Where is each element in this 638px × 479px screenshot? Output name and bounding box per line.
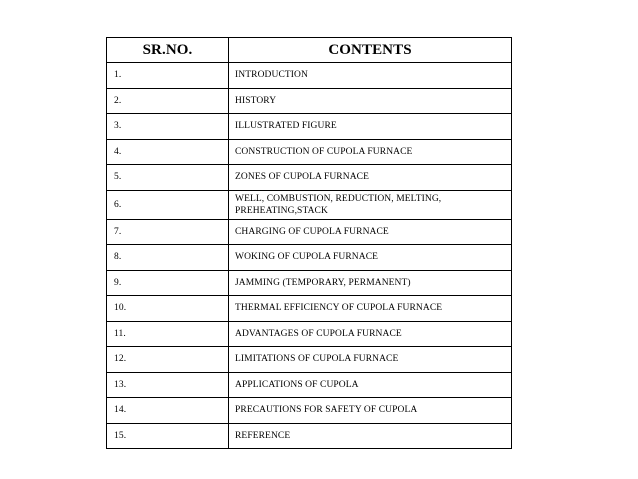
- row-title: THERMAL EFFICIENCY OF CUPOLA FURNACE: [229, 296, 512, 322]
- row-title: JAMMING (TEMPORARY, PERMANENT): [229, 270, 512, 296]
- srno-header: SR.NO.: [107, 38, 229, 63]
- table-row: [107, 88, 512, 114]
- table-row: [107, 423, 512, 449]
- table-row: [107, 321, 512, 347]
- contents-table: [106, 37, 512, 449]
- table-row: [107, 245, 512, 271]
- table-row: [107, 190, 512, 219]
- table-row: [107, 347, 512, 373]
- row-title: HISTORY: [229, 88, 512, 114]
- row-number: 3.: [107, 114, 229, 140]
- row-number: 1.: [107, 63, 229, 89]
- row-title: ILLUSTRATED FIGURE: [229, 114, 512, 140]
- table-row: [107, 270, 512, 296]
- table-row: [107, 63, 512, 89]
- row-title: LIMITATIONS OF CUPOLA FURNACE: [229, 347, 512, 373]
- row-number: 7.: [107, 219, 229, 245]
- contents-header: CONTENTS: [229, 38, 512, 63]
- row-number: 4.: [107, 139, 229, 165]
- table-row: [107, 114, 512, 140]
- row-number: 2.: [107, 88, 229, 114]
- table-row: [107, 165, 512, 191]
- row-number: 12.: [107, 347, 229, 373]
- table-row: [107, 139, 512, 165]
- table-row: [107, 219, 512, 245]
- row-title: WELL, COMBUSTION, REDUCTION, MELTING, PREHEATING,STACK: [229, 190, 512, 219]
- table-header: [107, 38, 512, 63]
- row-title: APPLICATIONS OF CUPOLA: [229, 372, 512, 398]
- row-title: INTRODUCTION: [229, 63, 512, 89]
- row-number: 14.: [107, 398, 229, 424]
- table-row: [107, 398, 512, 424]
- row-number: 8.: [107, 245, 229, 271]
- row-number: 15.: [107, 423, 229, 449]
- table-row: [107, 372, 512, 398]
- row-number: 13.: [107, 372, 229, 398]
- row-number: 11.: [107, 321, 229, 347]
- header-row: [107, 38, 512, 63]
- row-number: 5.: [107, 165, 229, 191]
- row-title: CHARGING OF CUPOLA FURNACE: [229, 219, 512, 245]
- row-title: ADVANTAGES OF CUPOLA FURNACE: [229, 321, 512, 347]
- row-number: 9.: [107, 270, 229, 296]
- row-number: 10.: [107, 296, 229, 322]
- table-body: [107, 63, 512, 449]
- row-number: 6.: [107, 190, 229, 219]
- row-title: REFERENCE: [229, 423, 512, 449]
- row-title: CONSTRUCTION OF CUPOLA FURNACE: [229, 139, 512, 165]
- row-title: PRECAUTIONS FOR SAFETY OF CUPOLA: [229, 398, 512, 424]
- table-row: [107, 296, 512, 322]
- row-title: ZONES OF CUPOLA FURNACE: [229, 165, 512, 191]
- row-title: WOKING OF CUPOLA FURNACE: [229, 245, 512, 271]
